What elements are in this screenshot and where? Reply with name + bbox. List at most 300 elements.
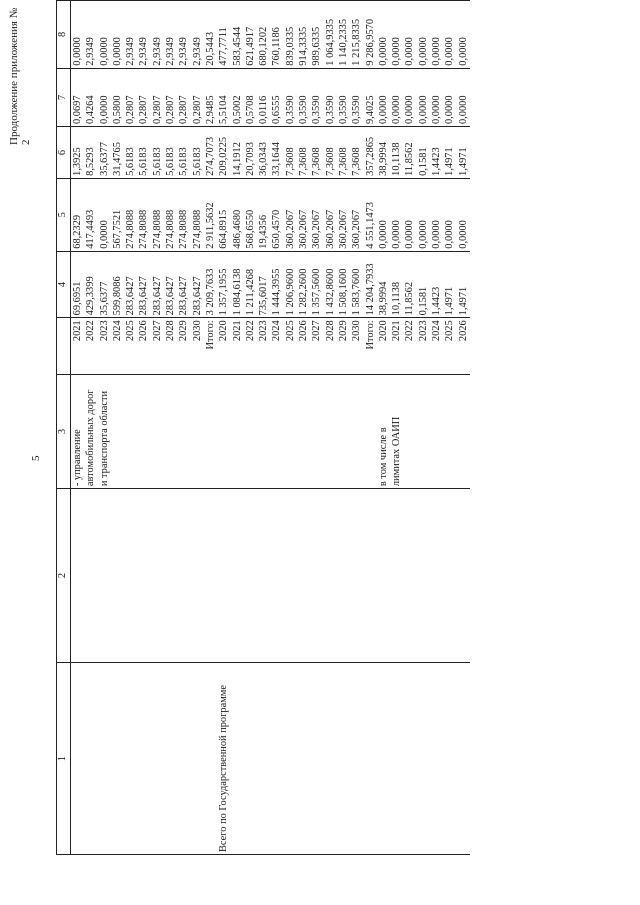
table-cell: 1 211,4268 — [244, 251, 257, 318]
table-cell: Всего по Государственной программе — [217, 662, 230, 854]
table-cell — [164, 375, 177, 489]
table-cell: 2,9349 — [164, 1, 177, 69]
table-cell: 2022 — [84, 318, 97, 375]
table-cell: 0,0000 — [430, 178, 443, 251]
table-cell: 1 084,6138 — [231, 251, 244, 318]
table-cell: 38,9994 — [377, 251, 390, 318]
table-cell: 1 357,1955 — [217, 251, 230, 318]
table-cell: 1,4971 — [457, 251, 470, 318]
table-cell: 283,6427 — [191, 251, 204, 318]
appendix-caption: Продолжение приложения № 2 — [8, 7, 32, 145]
table-cell: 0,3590 — [337, 68, 350, 126]
table-cell — [337, 375, 350, 489]
table-cell: 417,4493 — [84, 178, 97, 251]
table-cell: 1 282,2600 — [297, 251, 310, 318]
table-row — [337, 1, 350, 855]
table-cell — [204, 662, 217, 854]
table-cell — [98, 489, 111, 663]
table-cell: 2,9349 — [84, 1, 97, 69]
table-cell: 0,0000 — [377, 68, 390, 126]
table-cell — [231, 489, 244, 663]
table-cell: 0,4264 — [84, 68, 97, 126]
table-cell — [191, 489, 204, 663]
table-cell: 69,6951 — [71, 251, 85, 318]
table-cell — [403, 662, 416, 854]
table-cell: 1 444,3955 — [270, 251, 283, 318]
table-cell: 360,2067 — [324, 178, 337, 251]
table-cell: 1,4971 — [457, 127, 470, 179]
table-cell: 0,0000 — [377, 1, 390, 69]
table-row — [191, 1, 204, 855]
table-cell: 20,5443 — [204, 1, 217, 69]
table-cell: 2026 — [297, 318, 310, 375]
table-cell: 7,3608 — [350, 127, 363, 179]
table-cell — [204, 489, 217, 663]
table-cell: 664,8915 — [217, 178, 230, 251]
table-cell — [137, 375, 150, 489]
table-cell — [364, 662, 377, 854]
table-cell — [297, 375, 310, 489]
table-cell: 10,1138 — [390, 127, 403, 179]
table-cell: 2,9349 — [124, 1, 137, 69]
table-cell: 0,0000 — [71, 1, 85, 69]
table-row — [151, 1, 164, 855]
table-cell: 0,6555 — [270, 68, 283, 126]
table-cell: 31,4765 — [111, 127, 124, 179]
table-cell: 36,0343 — [257, 127, 270, 179]
table-cell: 2021 — [71, 318, 85, 375]
table-cell: 0,0000 — [98, 1, 111, 69]
table-cell: 0,0000 — [417, 1, 430, 69]
table-cell: 5,5104 — [217, 68, 230, 126]
table-cell: 0,0000 — [457, 68, 470, 126]
table-cell: 35,6377 — [98, 251, 111, 318]
table-cell: 486,4680 — [231, 178, 244, 251]
table-cell: 1,4971 — [443, 251, 456, 318]
table-cell: и транспорта области — [98, 375, 111, 489]
table-cell: 0,0000 — [443, 1, 456, 69]
table-cell — [257, 375, 270, 489]
table-cell — [390, 489, 403, 663]
table-cell: 274,7073 — [204, 127, 217, 179]
table-cell — [364, 489, 377, 663]
table-cell: 0,0000 — [390, 1, 403, 69]
table-cell: 477,7711 — [217, 1, 230, 69]
table-cell: 274,8088 — [151, 178, 164, 251]
table-body — [71, 1, 470, 855]
table-cell: 1 064,9335 — [324, 1, 337, 69]
table-cell — [244, 662, 257, 854]
table-cell — [457, 375, 470, 489]
table-row — [111, 1, 124, 855]
table-cell: 839,0335 — [284, 1, 297, 69]
table-cell — [124, 662, 137, 854]
table-cell — [284, 489, 297, 663]
table-cell: 0,3590 — [297, 68, 310, 126]
table-cell: 2027 — [310, 318, 323, 375]
table-row — [270, 1, 283, 855]
table-cell: 5,6183 — [137, 127, 150, 179]
table-cell: 0,1581 — [417, 251, 430, 318]
column-header-2: 3 — [57, 375, 71, 489]
table-cell: 2,9485 — [204, 68, 217, 126]
column-header-7: 7 — [57, 68, 71, 126]
table-cell — [324, 489, 337, 663]
table-cell: 2021 — [390, 318, 403, 375]
table-cell: 283,6427 — [124, 251, 137, 318]
column-header-5: 5 — [57, 178, 71, 251]
table-cell — [231, 662, 244, 854]
table-cell: 283,6427 — [137, 251, 150, 318]
table-cell: 0,5708 — [244, 68, 257, 126]
table-row — [217, 1, 230, 855]
table-cell: 2,9349 — [137, 1, 150, 69]
table-cell: 283,6427 — [151, 251, 164, 318]
table-cell: 360,2067 — [350, 178, 363, 251]
table-cell: в том числе в — [377, 375, 390, 489]
table-cell: 2 911,5632 — [204, 178, 217, 251]
table-cell: 0,3590 — [350, 68, 363, 126]
table-cell — [244, 489, 257, 663]
table-cell: 360,2067 — [310, 178, 323, 251]
table-cell — [443, 375, 456, 489]
table-cell — [71, 662, 85, 854]
table-cell — [204, 375, 217, 489]
table-cell: 274,8088 — [124, 178, 137, 251]
table-cell: 5,6183 — [191, 127, 204, 179]
table-cell: Итого: — [204, 318, 217, 375]
table-cell: 1 357,5600 — [310, 251, 323, 318]
table-cell: 0,0000 — [457, 1, 470, 69]
table-cell: 0,3590 — [284, 68, 297, 126]
table-row — [364, 1, 377, 855]
table-cell — [430, 375, 443, 489]
table-row — [390, 1, 403, 855]
table-cell — [324, 375, 337, 489]
table-cell: 2024 — [270, 318, 283, 375]
table-cell — [257, 489, 270, 663]
column-header-1: 2 — [57, 489, 71, 663]
table-cell: 735,6017 — [257, 251, 270, 318]
table-cell — [337, 662, 350, 854]
table-cell — [297, 662, 310, 854]
table-cell: 0,0000 — [417, 178, 430, 251]
table-cell — [137, 489, 150, 663]
table-cell: 680,1202 — [257, 1, 270, 69]
table-cell: 1 583,7600 — [350, 251, 363, 318]
table-row — [231, 1, 244, 855]
table-cell — [417, 489, 430, 663]
table-cell: 989,6335 — [310, 1, 323, 69]
table-cell: 599,8086 — [111, 251, 124, 318]
table-cell: 2,9349 — [177, 1, 190, 69]
table-cell — [84, 662, 97, 854]
table-cell — [217, 489, 230, 663]
table-cell: 2023 — [98, 318, 111, 375]
table-cell — [151, 489, 164, 663]
table-cell: 360,2067 — [337, 178, 350, 251]
table-cell: 2025 — [284, 318, 297, 375]
table-cell: 2021 — [231, 318, 244, 375]
table-row — [137, 1, 150, 855]
table-row — [310, 1, 323, 855]
table-cell: 5,6183 — [151, 127, 164, 179]
table-row — [297, 1, 310, 855]
table-cell: 0,2807 — [151, 68, 164, 126]
table-cell — [337, 489, 350, 663]
table-cell: 0,0000 — [98, 68, 111, 126]
table-row — [443, 1, 456, 855]
table-cell: 2024 — [430, 318, 443, 375]
table-cell: 568,6550 — [244, 178, 257, 251]
table-cell: 11,8562 — [403, 127, 416, 179]
table-cell: 2028 — [164, 318, 177, 375]
table-cell: 0,0000 — [443, 178, 456, 251]
table-cell: 2030 — [350, 318, 363, 375]
table-row — [284, 1, 297, 855]
table-cell: 7,3608 — [337, 127, 350, 179]
table-cell: 357,2865 — [364, 127, 377, 179]
table-cell — [111, 375, 124, 489]
data-table — [56, 0, 470, 855]
table-cell — [164, 489, 177, 663]
table-cell: 760,1186 — [270, 1, 283, 69]
table-cell — [390, 662, 403, 854]
table-row — [84, 1, 97, 855]
table-cell: 7,3608 — [297, 127, 310, 179]
table-cell — [217, 375, 230, 489]
table-row — [377, 1, 390, 855]
table-cell — [403, 489, 416, 663]
table-cell: 283,6427 — [177, 251, 190, 318]
table-cell: 621,4917 — [244, 1, 257, 69]
page-number: 5 — [30, 455, 42, 461]
table-cell — [124, 489, 137, 663]
table-cell — [430, 662, 443, 854]
table-cell — [124, 375, 137, 489]
table-cell: 0,0000 — [377, 178, 390, 251]
column-header-4: 4 — [57, 251, 71, 318]
table-cell — [310, 375, 323, 489]
table-cell — [270, 375, 283, 489]
table-cell — [310, 662, 323, 854]
table-cell: 33,1644 — [270, 127, 283, 179]
table-cell: 429,3399 — [84, 251, 97, 318]
table-cell: 5,6183 — [164, 127, 177, 179]
table-cell: автомобильных дорог — [84, 375, 97, 489]
column-header-6: 6 — [57, 127, 71, 179]
table-cell: 7,3608 — [324, 127, 337, 179]
table-row — [350, 1, 363, 855]
table-cell: 2023 — [417, 318, 430, 375]
table-cell: 2027 — [151, 318, 164, 375]
table-cell: 567,7521 — [111, 178, 124, 251]
table-cell — [191, 662, 204, 854]
column-header-0: 1 — [57, 662, 71, 854]
table-cell: 2025 — [124, 318, 137, 375]
table-cell: 38,9994 — [377, 127, 390, 179]
table-cell: 2028 — [324, 318, 337, 375]
table-cell: 360,2067 — [297, 178, 310, 251]
table-cell — [284, 375, 297, 489]
table-cell: 5,6183 — [177, 127, 190, 179]
table-cell — [297, 489, 310, 663]
table-cell: 0,0000 — [111, 1, 124, 69]
table-row — [430, 1, 443, 855]
table-cell — [364, 375, 377, 489]
table-cell — [231, 375, 244, 489]
table-cell: лимитах ОАИП — [390, 375, 403, 489]
table-cell: 274,8088 — [137, 178, 150, 251]
table-cell: 0,0000 — [430, 1, 443, 69]
table-cell — [457, 662, 470, 854]
table-cell: 2026 — [457, 318, 470, 375]
table-cell: 1,4423 — [430, 251, 443, 318]
table-cell: 5,6183 — [124, 127, 137, 179]
table-cell: 914,3335 — [297, 1, 310, 69]
table-cell: 0,2807 — [191, 68, 204, 126]
table-cell: Итого: — [364, 318, 377, 375]
table-cell: 0,0000 — [430, 68, 443, 126]
table-cell: 2030 — [191, 318, 204, 375]
table-cell — [417, 662, 430, 854]
table-cell: 1 140,2335 — [337, 1, 350, 69]
table-cell — [177, 662, 190, 854]
table-row — [124, 1, 137, 855]
column-header-3 — [57, 318, 71, 375]
table-cell — [417, 375, 430, 489]
table-cell: 68,2329 — [71, 178, 85, 251]
table-cell — [457, 489, 470, 663]
table-cell: 583,4544 — [231, 1, 244, 69]
table-cell — [310, 489, 323, 663]
table-cell — [191, 375, 204, 489]
table-cell — [137, 662, 150, 854]
table-cell: 274,8088 — [191, 178, 204, 251]
table-cell: 0,5002 — [231, 68, 244, 126]
table-cell: 650,4570 — [270, 178, 283, 251]
table-row — [417, 1, 430, 855]
table-cell: 0,0116 — [257, 68, 270, 126]
table-cell: 8,5293 — [84, 127, 97, 179]
table-cell — [111, 662, 124, 854]
table-cell: 11,8562 — [403, 251, 416, 318]
table-cell: 283,6427 — [164, 251, 177, 318]
table-cell: 0,0697 — [71, 68, 85, 126]
table-cell: 2029 — [177, 318, 190, 375]
table-cell: 0,0000 — [403, 178, 416, 251]
table-cell: 2029 — [337, 318, 350, 375]
table-cell: 2020 — [377, 318, 390, 375]
table-cell: 2,9349 — [151, 1, 164, 69]
table-cell: 274,8088 — [177, 178, 190, 251]
table-header — [57, 1, 71, 855]
table-cell: 2025 — [443, 318, 456, 375]
table-cell: 1 508,1600 — [337, 251, 350, 318]
table-cell — [84, 489, 97, 663]
table-cell: 274,8088 — [164, 178, 177, 251]
table-cell: 0,0000 — [390, 68, 403, 126]
table-cell: 1 432,8600 — [324, 251, 337, 318]
table-cell — [151, 375, 164, 489]
table-cell — [98, 662, 111, 854]
table-cell — [164, 662, 177, 854]
table-cell: 7,3608 — [310, 127, 323, 179]
table-cell — [403, 375, 416, 489]
table-cell — [350, 489, 363, 663]
table-cell: 2022 — [244, 318, 257, 375]
table-cell — [443, 489, 456, 663]
table-cell: 2,9349 — [191, 1, 204, 69]
table-cell — [111, 489, 124, 663]
table-cell: 0,2807 — [177, 68, 190, 126]
table-cell — [324, 662, 337, 854]
table-cell: 10,1138 — [390, 251, 403, 318]
table-cell — [350, 662, 363, 854]
table-cell — [71, 489, 85, 663]
table-cell: 0,2807 — [137, 68, 150, 126]
table-cell: 9 286,9570 — [364, 1, 377, 69]
table-cell: 0,2807 — [124, 68, 137, 126]
table-cell — [377, 489, 390, 663]
table-cell: 1,4971 — [443, 127, 456, 179]
table-cell: 209,0225 — [217, 127, 230, 179]
table-row — [204, 1, 217, 855]
table-cell: 0,0000 — [390, 178, 403, 251]
table-cell: 1 215,8335 — [350, 1, 363, 69]
table-row — [403, 1, 416, 855]
table-cell: 0,0000 — [443, 68, 456, 126]
table-cell: 7,3608 — [284, 127, 297, 179]
table-cell: 35,6377 — [98, 127, 111, 179]
table-cell: 2020 — [217, 318, 230, 375]
table-cell: 14 204,7933 — [364, 251, 377, 318]
table-row — [324, 1, 337, 855]
table-cell: 1,3925 — [71, 127, 85, 179]
table-row — [177, 1, 190, 855]
table-cell: 19,4356 — [257, 178, 270, 251]
table-cell: 2026 — [137, 318, 150, 375]
table-cell: 1,4423 — [430, 127, 443, 179]
table-cell — [284, 662, 297, 854]
table-row — [244, 1, 257, 855]
table-cell — [177, 489, 190, 663]
table-cell: 0,0000 — [98, 178, 111, 251]
table-cell: - управление — [71, 375, 85, 489]
table-cell: 0,3590 — [324, 68, 337, 126]
table-cell: 2023 — [257, 318, 270, 375]
table-cell — [270, 489, 283, 663]
table-row — [457, 1, 470, 855]
table-cell: 2024 — [111, 318, 124, 375]
table-cell — [377, 662, 390, 854]
table-cell — [151, 662, 164, 854]
table-cell: 0,1581 — [417, 127, 430, 179]
table-cell: 360,2067 — [284, 178, 297, 251]
table-cell: 0,0000 — [457, 178, 470, 251]
table-cell: 20,7093 — [244, 127, 257, 179]
table-cell: 3 209,7633 — [204, 251, 217, 318]
table-cell: 0,3590 — [310, 68, 323, 126]
table-cell: 2022 — [403, 318, 416, 375]
table-cell — [443, 662, 456, 854]
table-cell — [244, 375, 257, 489]
table-cell: 1 206,9600 — [284, 251, 297, 318]
table-cell — [177, 375, 190, 489]
column-header-8: 8 — [57, 1, 71, 69]
table-cell — [257, 662, 270, 854]
table-row — [164, 1, 177, 855]
